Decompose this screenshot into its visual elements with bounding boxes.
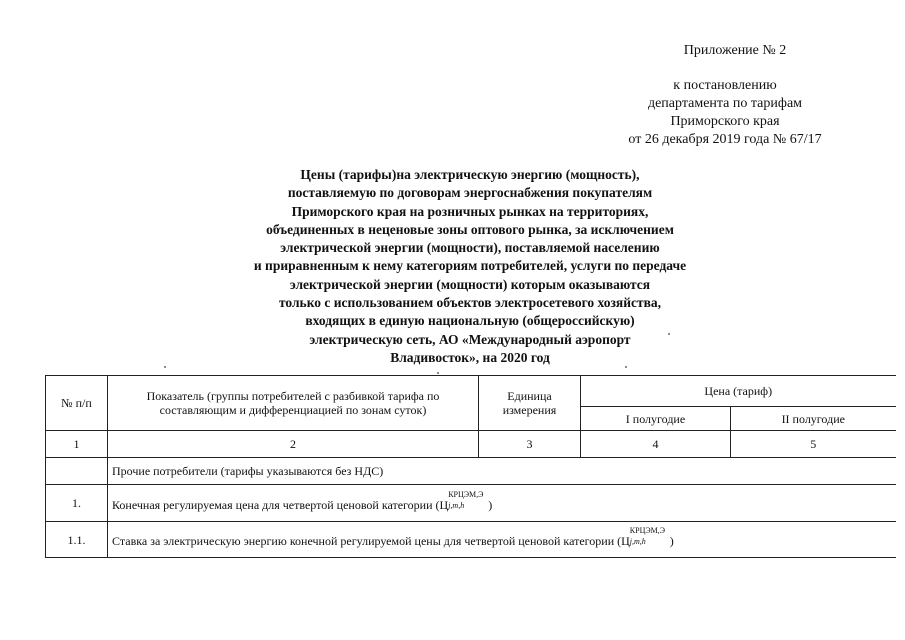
appendix-line: от 26 декабря 2019 года № 67/17 bbox=[628, 132, 822, 147]
row-label bbox=[108, 485, 896, 522]
appendix-line: к постановлению bbox=[673, 78, 777, 93]
header-num: № п/п bbox=[46, 376, 108, 431]
price-symbol: Ц bbox=[621, 534, 630, 548]
formula-indices bbox=[629, 526, 670, 546]
document-title bbox=[190, 166, 750, 367]
table-row bbox=[46, 522, 896, 558]
row-label bbox=[108, 522, 896, 558]
price-symbol: Ц bbox=[439, 497, 449, 512]
title-line: только с использованием объектов электросетевого хозяйства, bbox=[278, 295, 662, 311]
title-line: электрической энергии (мощности) которым оказываются bbox=[289, 276, 651, 292]
title-line: объединенных в неценовые зоны оптового рынка, за исключением bbox=[266, 221, 674, 237]
header-price: Цена (тариф) bbox=[581, 376, 896, 407]
header-unit: Единица измерения bbox=[479, 376, 581, 431]
title-line: Цены (тарифы)на электрическую энергию (мощность), bbox=[300, 167, 640, 182]
tariff-table bbox=[45, 375, 896, 558]
column-number: 2 bbox=[108, 431, 479, 458]
row-num: 1. bbox=[46, 485, 108, 522]
column-number: 3 bbox=[479, 431, 581, 458]
row-close: ) bbox=[669, 534, 674, 548]
formula-subscript: j,m,h bbox=[448, 500, 465, 510]
title-line: поставляемую по договорам энергоснабжения покупателям bbox=[287, 185, 653, 201]
formula-superscript: КРЦЭМ,Э bbox=[448, 489, 484, 499]
header-half1: I полугодие bbox=[581, 407, 731, 431]
scan-speck bbox=[668, 333, 670, 335]
scan-speck bbox=[164, 366, 166, 368]
column-number: 5 bbox=[731, 431, 896, 458]
title-line: электрическую сеть, АО «Международный аэропорт bbox=[309, 331, 631, 347]
row-num: 1.1. bbox=[46, 522, 108, 558]
appendix-line: департамента по тарифам bbox=[647, 96, 803, 111]
scan-speck bbox=[437, 372, 439, 374]
appendix-line: Приморского края bbox=[670, 114, 780, 129]
section-row bbox=[46, 458, 896, 485]
appendix-block bbox=[560, 42, 890, 149]
column-number: 1 bbox=[46, 431, 108, 458]
row-text: Ставка за электрическую энергию конечной регулируемой цены для четвертой ценовой категории ( bbox=[112, 534, 622, 548]
table-row bbox=[46, 485, 896, 522]
header-indicator: Показатель (группы потребителей с разбивкой тарифа по составляющим и дифференциацией по зонам суток) bbox=[108, 376, 479, 431]
column-number-row bbox=[46, 431, 896, 458]
row-close: ) bbox=[488, 497, 493, 512]
formula-superscript: КРЦЭМ,Э bbox=[629, 526, 666, 535]
title-line: Приморского края на розничных рынках на территориях, bbox=[291, 203, 649, 219]
title-line: и приравненным к нему категориям потребителей, услуги по передаче bbox=[253, 258, 687, 274]
formula-indices bbox=[448, 489, 488, 510]
section-label: Прочие потребители (тарифы указываются без НДС) bbox=[108, 458, 896, 485]
header-half2: II полугодие bbox=[731, 407, 896, 431]
title-line: электрической энергии (мощности), поставляемой населению bbox=[280, 240, 660, 256]
scan-speck bbox=[625, 366, 627, 368]
column-number: 4 bbox=[581, 431, 731, 458]
row-text: Конечная регулируемая цена для четвертой ценовой категории ( bbox=[112, 497, 440, 512]
appendix-heading: Приложение № 2 bbox=[683, 43, 787, 58]
title-line: входящих в единую национальную (общероссийскую) bbox=[305, 313, 635, 329]
formula-subscript: j,m,h bbox=[629, 537, 646, 546]
section-num-cell bbox=[46, 458, 108, 485]
title-line: Владивосток», на 2020 год bbox=[390, 349, 550, 365]
